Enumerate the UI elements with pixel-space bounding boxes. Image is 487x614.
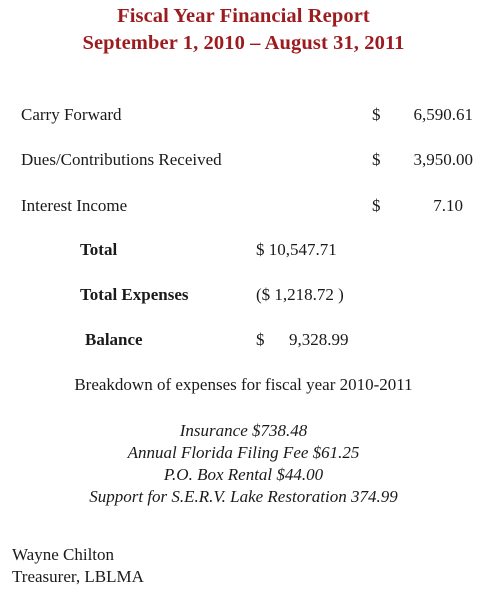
total-value: $ 10,547.71 (256, 240, 337, 259)
income-label: Interest Income (21, 196, 128, 215)
breakdown-item: Annual Florida Filing Fee $61.25 (127, 443, 360, 462)
breakdown-item: Support for S.E.R.V. Lake Restoration 374.99 (89, 487, 398, 506)
income-amount: 6,590.61 (413, 105, 473, 124)
signer-name: Wayne Chilton (12, 545, 115, 564)
balance-amount: 9,328.99 (289, 330, 349, 349)
balance-label: Balance (85, 330, 143, 349)
report-title: Fiscal Year Financial Report (117, 5, 370, 27)
income-currency: $ (372, 150, 381, 169)
income-label: Carry Forward (21, 105, 122, 124)
total-expenses-label: Total Expenses (80, 285, 189, 304)
balance-currency: $ (256, 330, 265, 349)
income-label: Dues/Contributions Received (21, 150, 222, 169)
breakdown-item: Insurance $738.48 (179, 421, 308, 440)
total-label: Total (80, 240, 118, 259)
income-amount: 7.10 (433, 196, 463, 215)
income-currency: $ (372, 196, 381, 215)
breakdown-item: P.O. Box Rental $44.00 (163, 465, 324, 484)
total-expenses-value: ($ 1,218.72 ) (256, 285, 344, 304)
income-currency: $ (372, 105, 381, 124)
income-amount: 3,950.00 (413, 150, 473, 169)
signer-title: Treasurer, LBLMA (12, 567, 144, 586)
report-period: September 1, 2010 – August 31, 2011 (82, 32, 405, 54)
breakdown-heading: Breakdown of expenses for fiscal year 2010-2011 (74, 375, 413, 394)
